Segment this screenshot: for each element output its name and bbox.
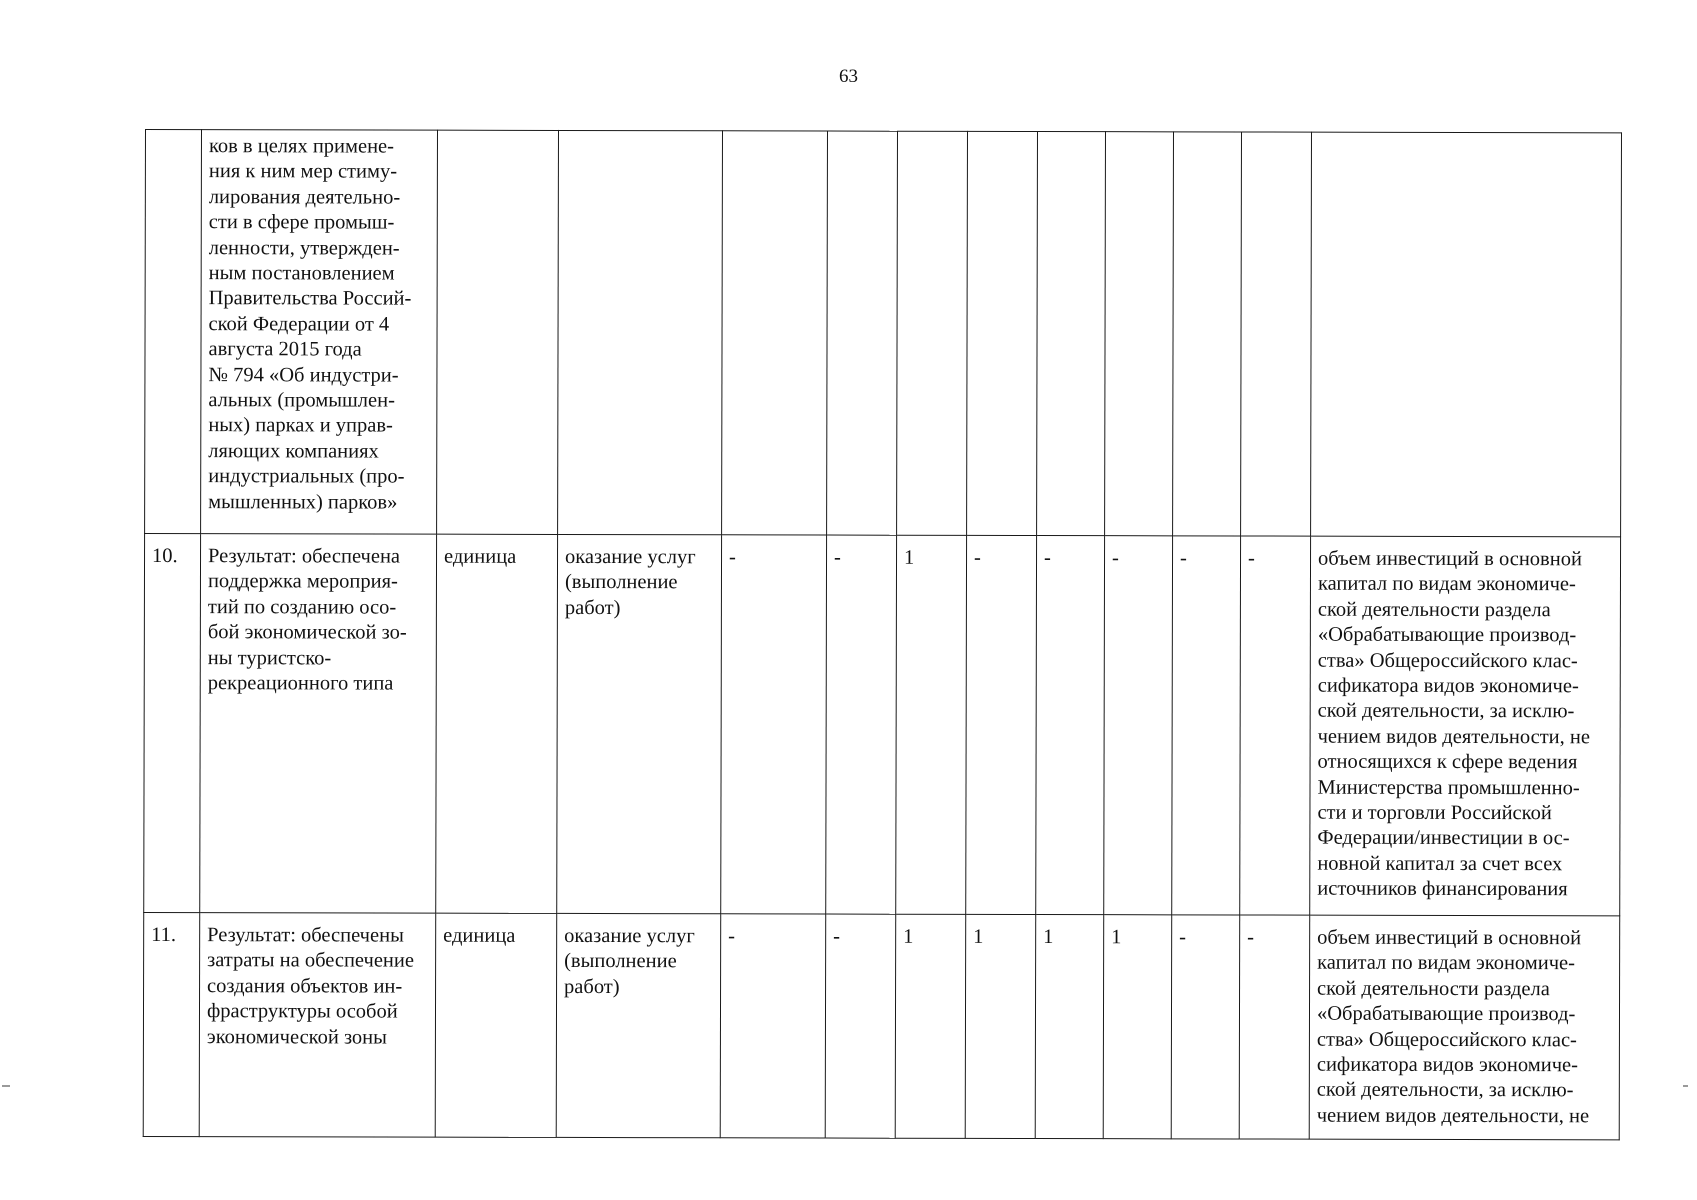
indicator-cell: [1309, 915, 1620, 1140]
result-name-cell: [199, 913, 436, 1138]
table-row: [144, 534, 1621, 916]
result-name: Результат: обеспечены затраты на обеспечение создания объектов ин- фраструктуры особой экономической зоны: [206, 924, 415, 1049]
result-type-text: оказание услуг (выполнение работ): [564, 924, 695, 998]
unit-text: единица: [443, 924, 516, 947]
indicator-text: объем инвестиций в основной капитал по видам экономиче- ской деятельности раздела «Обрабатывающие производ- ства» Общероссийского клас- сификатора видов экономиче- ской деятельности, за исклю- чением видов деятельности, не относящихся к сфере ведения Министерства промышленно- сти и торговли Российской Федерации/инвестиции в ос- новной капитал за счет всех источников финансирования: [1317, 547, 1591, 901]
unit-cell: [436, 534, 558, 913]
row-number: 10.: [152, 545, 178, 568]
value-cell: 1: [1035, 915, 1104, 1139]
value-cell: -: [1104, 536, 1173, 915]
indicators-table: [143, 129, 1622, 1140]
value-cell: [722, 131, 828, 535]
scan-artifact: [2, 1085, 10, 1087]
value-cell: 1: [965, 914, 1036, 1138]
indicator-cell: [1311, 132, 1622, 537]
unit-cell: [437, 130, 559, 534]
result-name-cell: [201, 130, 438, 535]
value-cell: -: [825, 914, 896, 1138]
value-cell: [1173, 132, 1242, 536]
value-cell: -: [1171, 915, 1240, 1139]
unit-text: единица: [444, 545, 517, 568]
result-name-cell: [200, 534, 437, 914]
value-cell: [967, 131, 1038, 535]
value-cell: [1105, 132, 1174, 536]
indicator-text: объем инвестиций в основной капитал по видам экономиче- ской деятельности раздела «Обрабатывающие производ- ства» Общероссийского клас- сификатора видов экономиче- ской деятельности, за исклю- чением видов деятельности, не: [1316, 926, 1590, 1128]
row-number-cell: [144, 534, 201, 913]
result-name: ков в целях примене- ния к ним мер стиму- лирования деятельно- сти в сфере промыш- ленности, утвержден- ным постановлением Правительства Россий- ской Федерации от 4 августа 2015 года № 794 «Об индустри- альных (промышлен- ных) парках и управ- ляющих компаниях индустриальных (про- мышленных) парков»: [208, 135, 412, 514]
row-number: 11.: [151, 924, 177, 947]
page-number: 63: [839, 66, 858, 87]
value-cell: -: [1239, 915, 1310, 1139]
value-cell: [1241, 132, 1312, 536]
table-row: [145, 130, 1622, 537]
value-cell: -: [826, 535, 897, 914]
value-cell: 1: [1103, 915, 1172, 1139]
value-cell: 1: [895, 914, 966, 1138]
result-type-cell: [558, 130, 723, 534]
value-cell: [897, 131, 968, 535]
table-row: [143, 912, 1620, 1139]
indicator-cell: [1310, 536, 1621, 916]
row-number-cell: [145, 130, 202, 534]
result-type-cell: [556, 913, 721, 1137]
value-cell: 1: [896, 535, 967, 914]
result-name: Результат: обеспечена поддержка мероприя- тий по созданию осо- бой экономической зо- ны туристско- рекреационного типа: [207, 545, 407, 695]
value-cell: -: [1172, 536, 1241, 915]
unit-cell: [435, 913, 557, 1137]
value-cell: -: [1036, 536, 1105, 915]
value-cell: -: [720, 914, 826, 1138]
result-type-cell: [557, 534, 722, 913]
value-cell: -: [1240, 536, 1311, 915]
value-cell: [1037, 132, 1106, 536]
value-cell: -: [966, 535, 1037, 914]
scan-artifact: [1683, 1085, 1688, 1087]
value-cell: [827, 131, 898, 535]
row-number-cell: [143, 912, 200, 1136]
value-cell: -: [721, 535, 827, 914]
result-type-text: оказание услуг (выполнение работ): [564, 545, 696, 619]
